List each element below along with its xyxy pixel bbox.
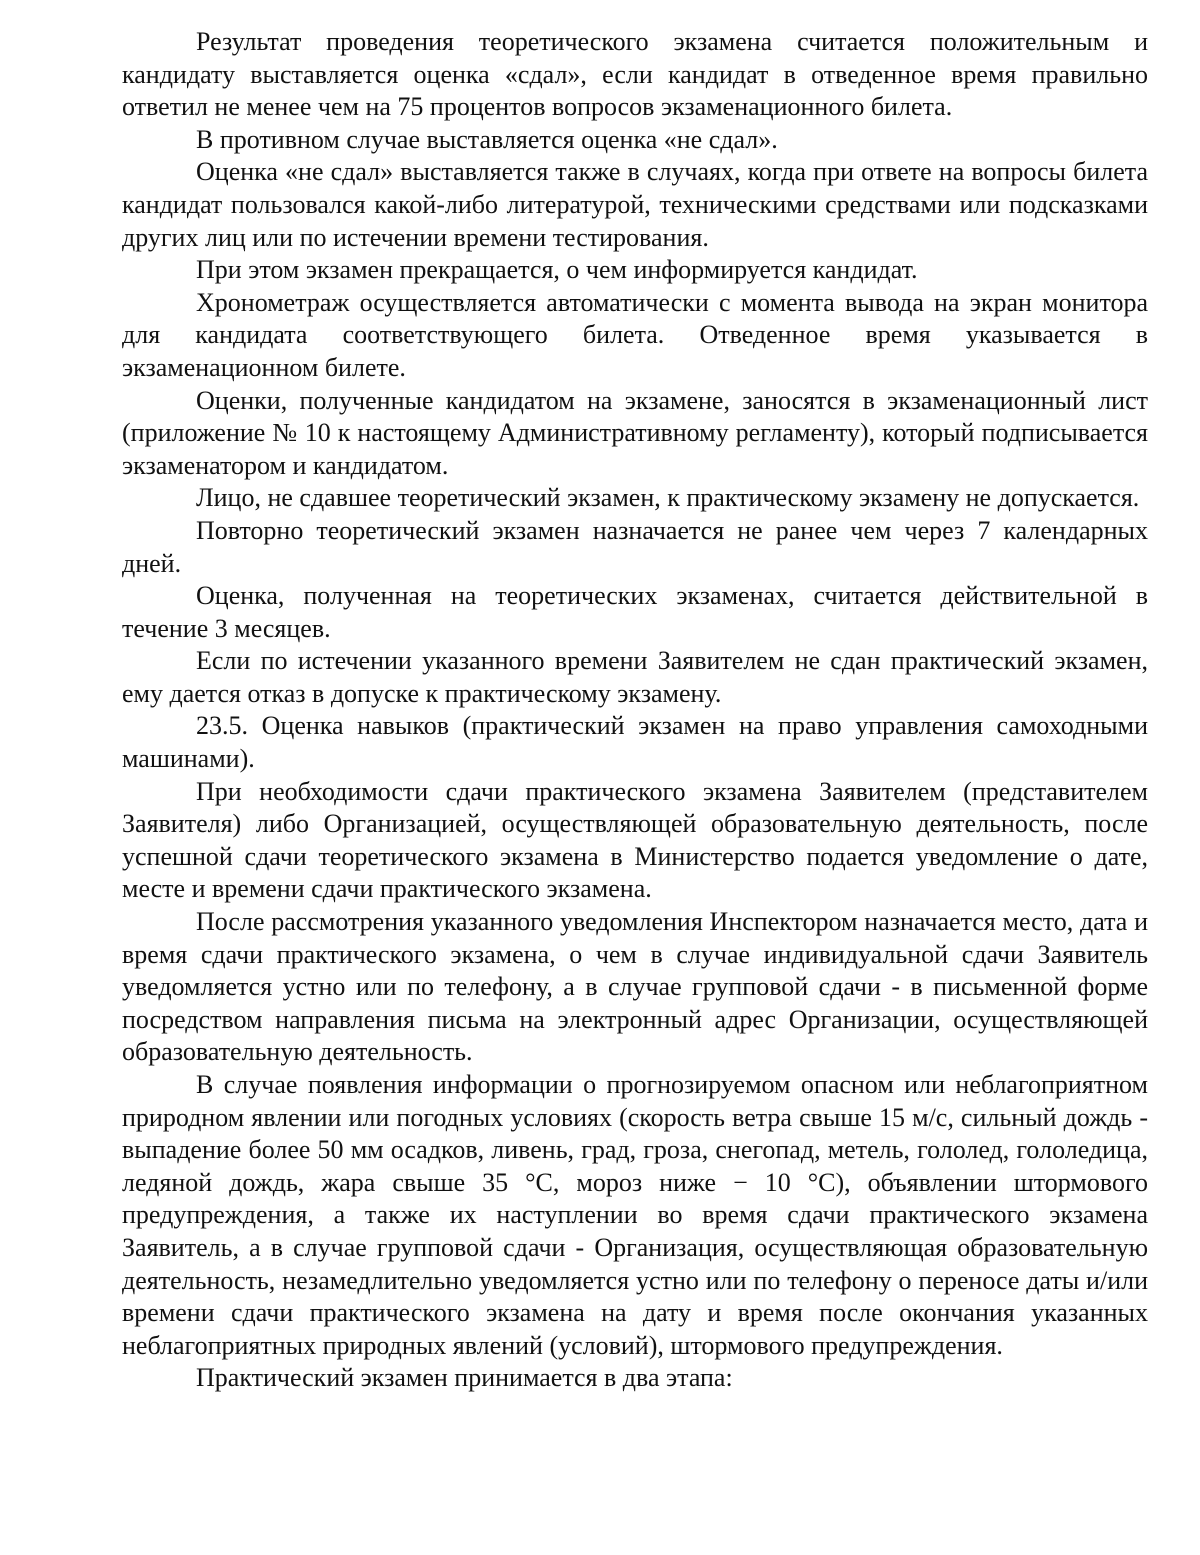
paragraph-fail-grade: В противном случае выставляется оценка «не сдал». [196,124,778,154]
paragraph-scheduling: После рассмотрения указанного уведомления Инспектором назначается место, дата и время сдачи практического экзамена, о чем в случае индивидуальной сдачи Заявитель уведомляется устно или по телефону, а в случае групповой сдачи - в письменной форме посредством направления письма на электронный адрес Организации, осуществляющей образовательную деятельность. [122,907,1148,1067]
paragraph-exam-sheet: Оценки, полученные кандидатом на экзамене, заносятся в экзаменационный лист (приложение № 10 к настоящему Административному регламенту), который подписывается экзаменатором и кандидатом. [122,385,1148,480]
paragraph-two-stages: Практический экзамен принимается в два этапа: [196,1363,733,1393]
paragraph-no-admission: Лицо, не сдавшее теоретический экзамен, к практическому экзамену не допускается. [196,483,1140,513]
paragraph-weather: В случае появления информации о прогнозируемом опасном или неблагоприятном природном явлении или погодных условиях (скорость ветра свыше 15 м/с, сильный дождь - выпадение более 50 мм осадков, ливень, град, гроза, снегопад, метель, гололед, гололедица, ледяной дождь, жара свыше 35 °С, мороз ниже − 10 °С), объявлении штормового предупреждения, а также их наступлении во время сдачи практического экзамена Заявитель, а в случае групповой сдачи - Организация, осуществляющая образовательную деятельность, незамедлительно уведомляется устно или по телефону о переносе даты и/или времени сдачи практического экзамена на дату и время после окончания указанных неблагоприятных природных явлений (условий), штормового предупреждения. [122,1070,1148,1360]
paragraph-fail-conditions: Оценка «не сдал» выставляется также в случаях, когда при ответе на вопросы билета кандидат пользовался какой-либо литературой, техническими средствами или подсказками других лиц или по истечении времени тестирования. [122,157,1148,252]
paragraph-timing: Хронометраж осуществляется автоматически с момента вывода на экран монитора для кандидата соответствующего билета. Отведенное время указывается в экзаменационном билете. [122,287,1148,382]
paragraph-retake: Повторно теоретический экзамен назначается не ранее чем через 7 календарных дней. [122,515,1148,578]
paragraph-exam-result: Результат проведения теоретического экзамена считается положительным и кандидату выставляется оценка «сдал», если кандидат в отведенное время правильно ответил не менее чем на 75 процентов вопросов экзаменационного билета. [122,27,1148,122]
paragraph-exam-termination: При этом экзамен прекращается, о чем информируется кандидат. [196,255,918,285]
paragraph-refusal: Если по истечении указанного времени Заявителем не сдан практический экзамен, ему дается отказ в допуске к практическому экзамену. [122,646,1148,708]
document-page [122,26,1148,1395]
paragraph-validity: Оценка, полученная на теоретических экзаменах, считается действительной в течение 3 месяцев. [122,581,1148,643]
section-heading-23-5: 23.5. Оценка навыков (практический экзамен на право управления самоходными машинами). [122,711,1148,774]
paragraph-notification: При необходимости сдачи практического экзамена Заявителем (представителем Заявителя) либо Организацией, осуществляющей образовательную деятельность, после успешной сдачи теоретического экзамена в Министерство подается уведомление о дате, месте и времени сдачи практического экзамена. [122,776,1148,904]
